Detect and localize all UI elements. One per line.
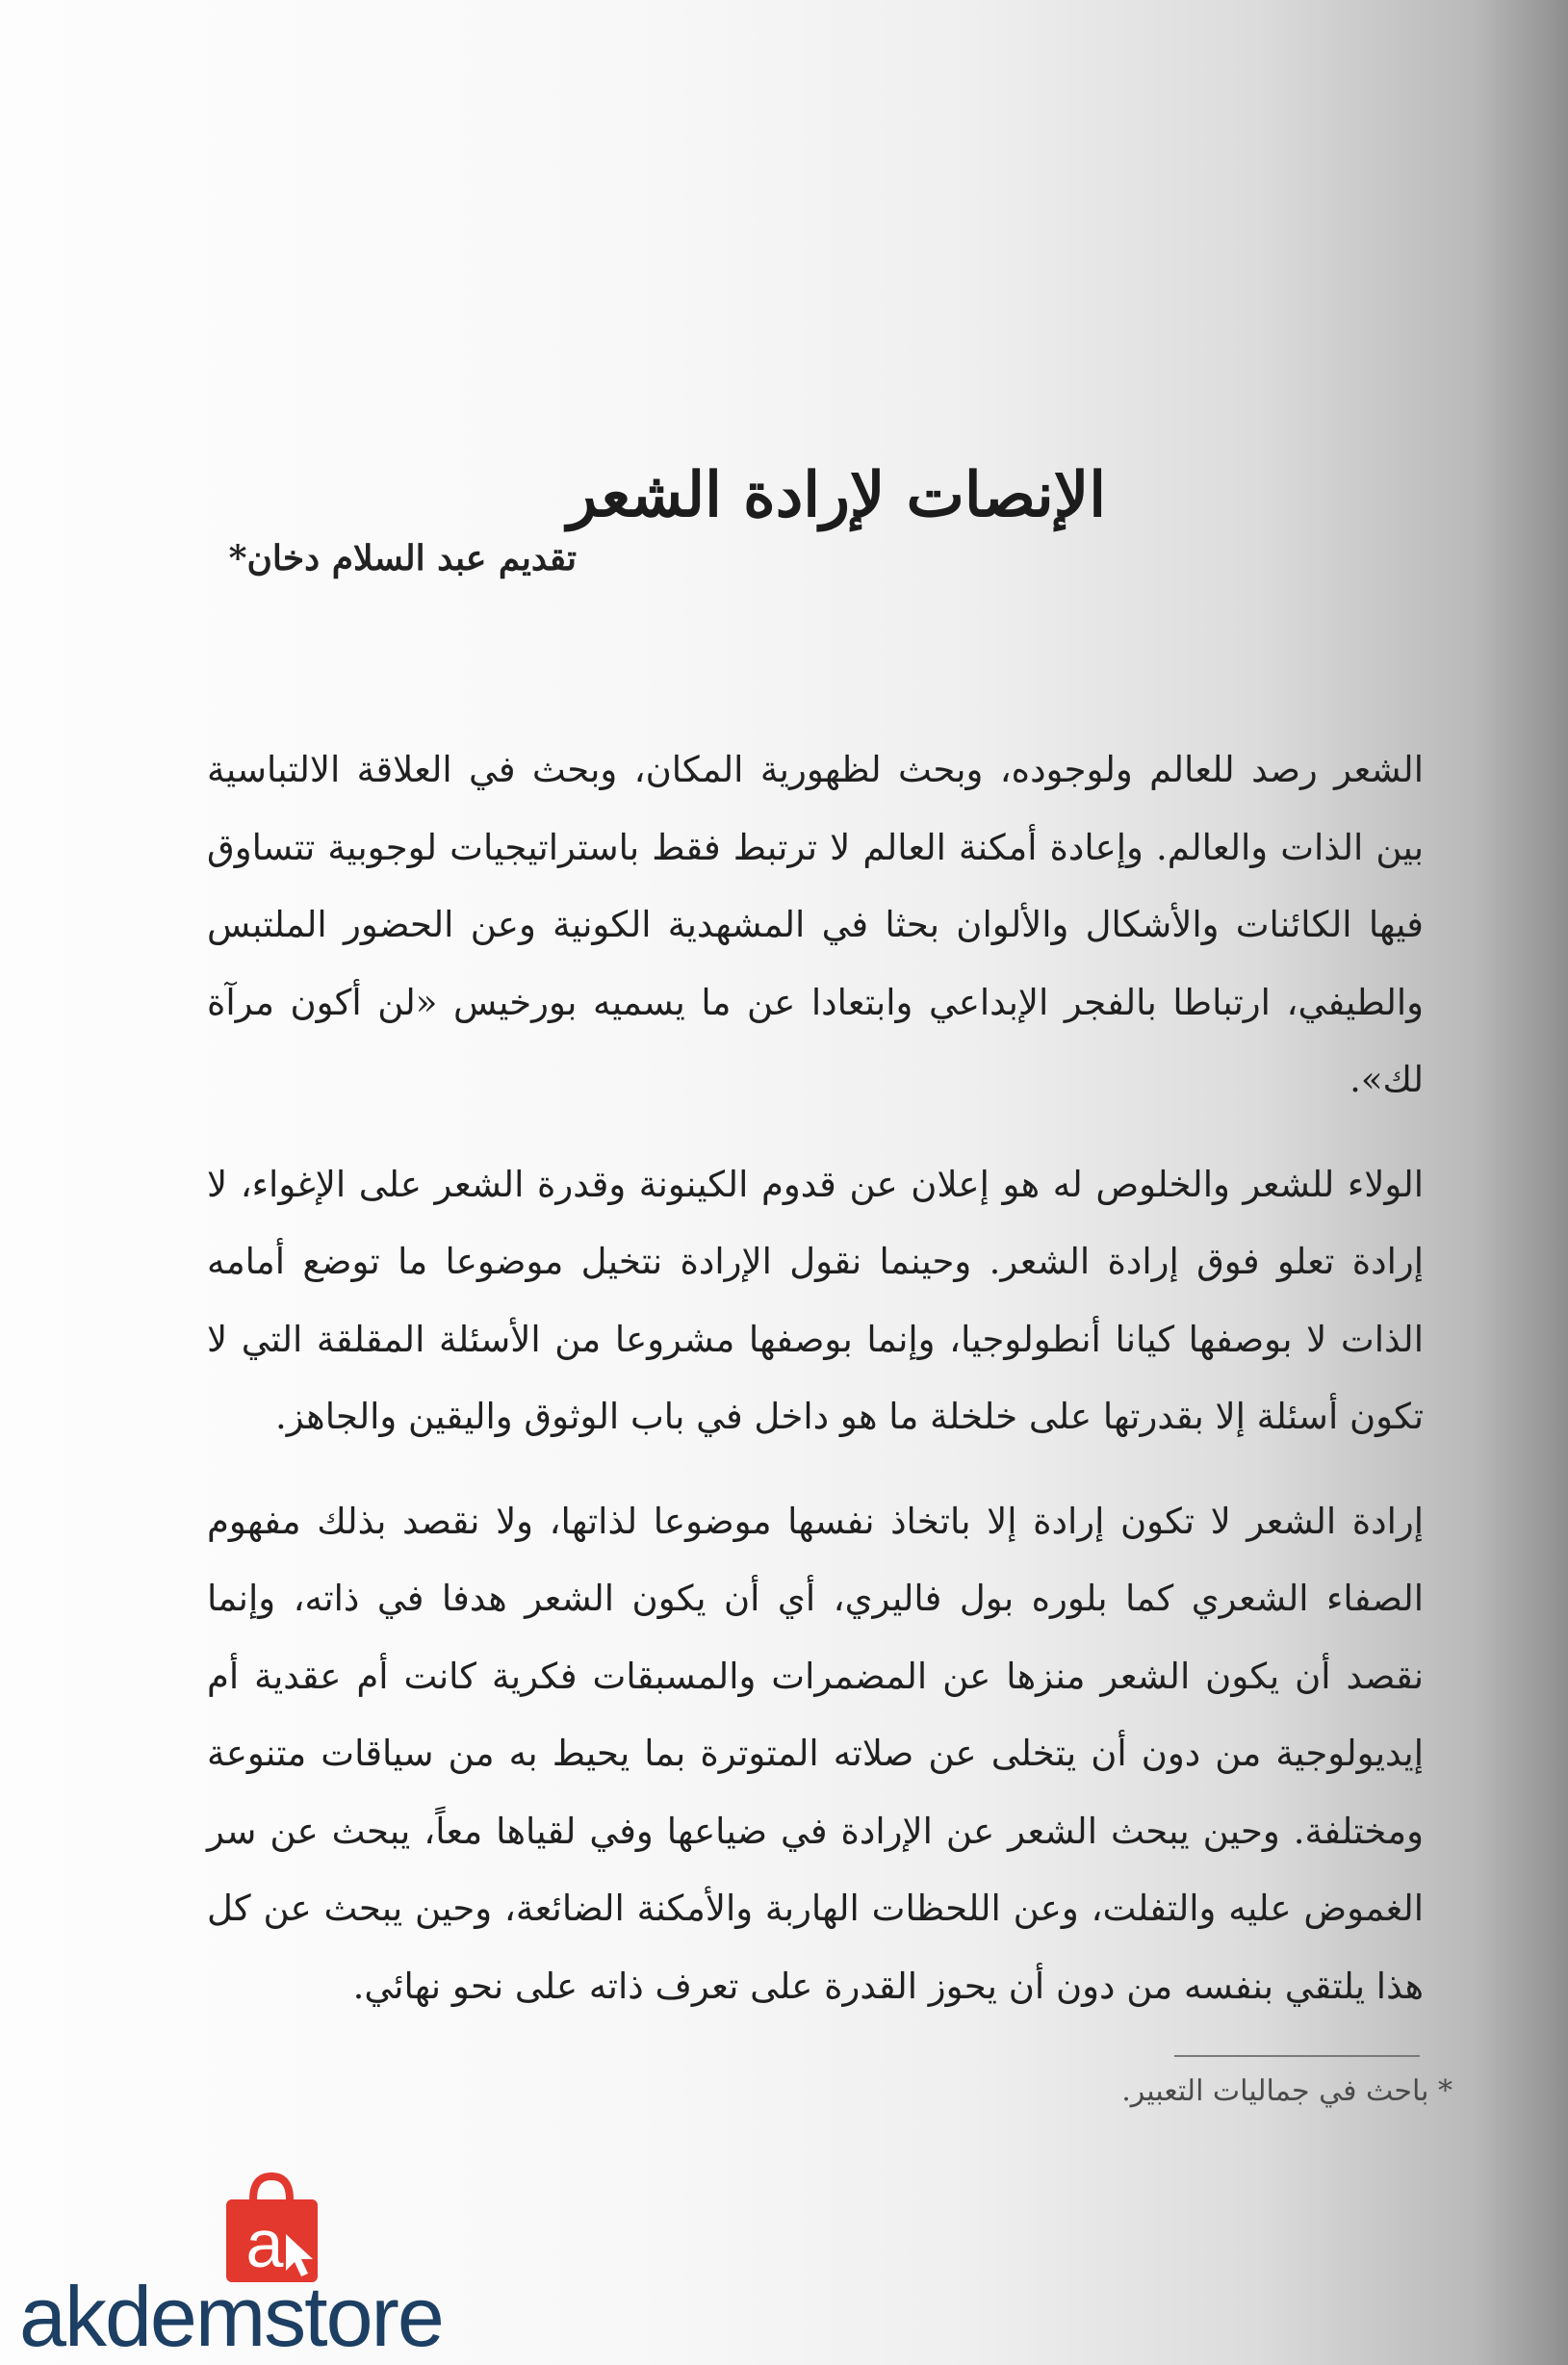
- brand-a: a: [19, 2269, 64, 2364]
- paragraph-3: إرادة الشعر لا تكون إرادة إلا باتخاذ نفسها موضوعا لذاتها، ولا نقصد بذلك مفهوم الصفاء الشعري كما بلوره بول فاليري، أي أن يكون الشعر هدفا في ذاته، وإنما نقصد أن يكون الشعر منزها عن المضمرات والمسبقات فكرية كانت أم عقدية أم إيديولوجية من دون أن يتخلى عن صلاته المتوترة بما يحيط به من سياقات متنوعة ومختلفة. وحين يبحث الشعر عن الإرادة في ضياعها وفي لقياها معاً، يبحث عن سر الغموض عليه والتفلت، وعن اللحظات الهاربة والأمكنة الضائعة، وحين يبحث عن كل هذا يلتقي بنفسه من دون أن يحوز القدرة على تعرف ذاته على نحو نهائي.: [207, 1500, 1424, 2007]
- bag-letter: a: [245, 2206, 284, 2281]
- chapter-title: الإنصات لإرادة الشعر: [567, 458, 1106, 531]
- body-text: [207, 732, 1424, 2025]
- paragraph-2: الولاء للشعر والخلوص له هو إعلان عن قدوم الكينونة وقدرة الشعر على الإغواء، لا إرادة تعلو فوق إرادة الشعر. وحينما نقول الإرادة نتخيل موضوعا ما توضع أمامه الذات لا بوصفها كيانا أنطولوجيا، وإنما بوصفها مشروعا من الأسئلة المقلقة التي لا تكون أسئلة إلا بقدرتها على خلخلة ما هو داخل في باب الوثوق واليقين والجاهز.: [207, 1163, 1424, 1437]
- paragraph-1: الشعر رصد للعالم ولوجوده، وبحث لظهورية المكان، وبحث في العلاقة الالتباسية بين الذات والعالم. وإعادة أمكنة العالم لا ترتبط فقط باستراتيجيات لوجوبية تتساوق فيها الكائنات والأشكال والألوان بحثا في المشهدية الكونية وعن الحضور الملتبس والطيفي، ارتباطا بالفجر الإبداعي وابتعادا عن ما يسميه بورخيس «لن أكون مرآة لك».: [207, 749, 1424, 1100]
- author-byline: تقديم عبد السلام دخان*: [228, 538, 577, 578]
- store-watermark-logo: [19, 2161, 510, 2364]
- footnote-rule: [1174, 2055, 1420, 2057]
- footnote: * باحث في جماليات التعبير.: [1121, 2074, 1452, 2108]
- brand-rest: kdemstore: [64, 2269, 443, 2364]
- brand-wordmark: [19, 2269, 443, 2364]
